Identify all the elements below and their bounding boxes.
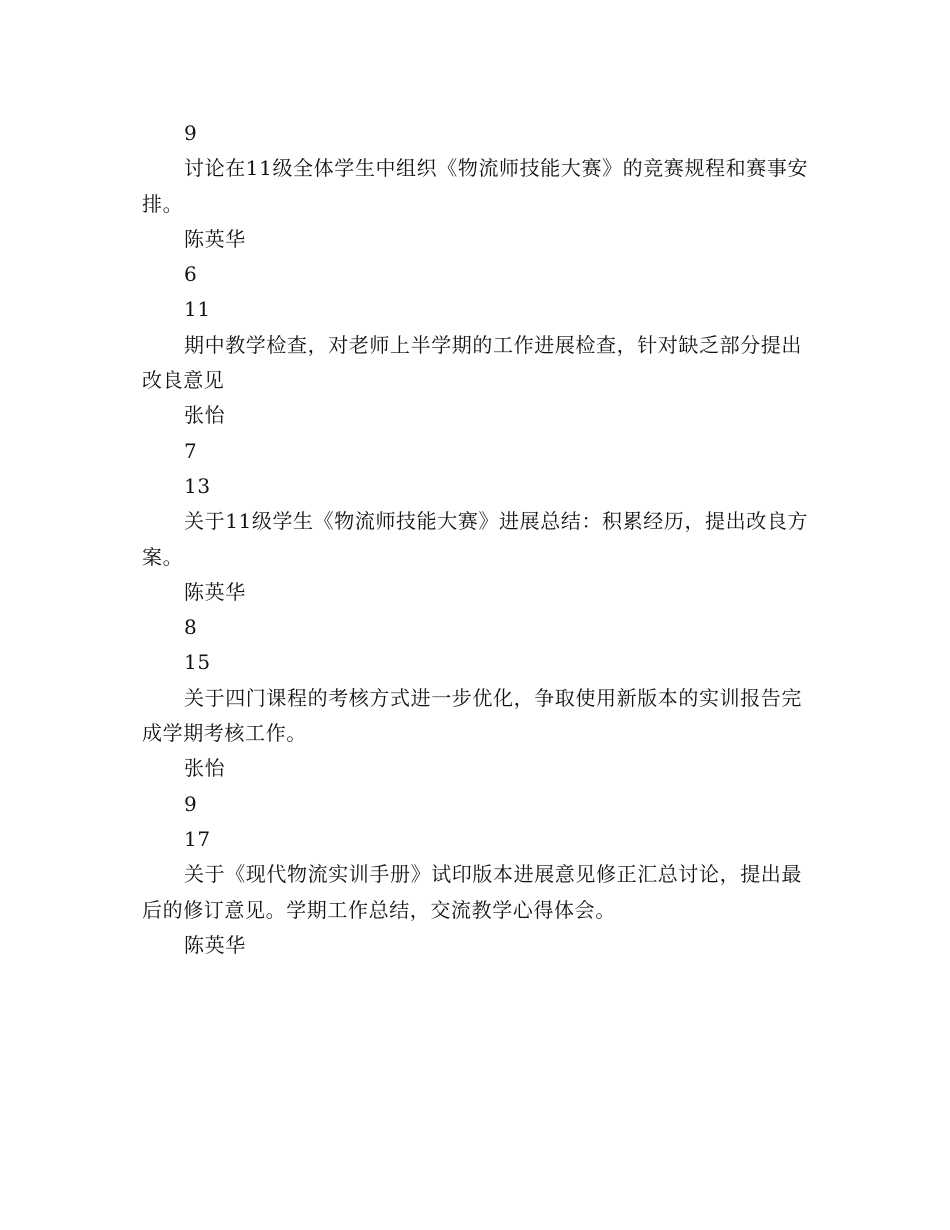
plan-item-text: 关于四门课程的考核方式进一步优化，争取使用新版本的实训报告完成学期考核工作。 [142,685,802,746]
sequence-number: 8 [184,615,198,640]
responsible-person: 张怡 [184,756,226,781]
responsible-person: 张怡 [184,403,226,428]
week-number: 17 [184,826,211,851]
plan-item-text: 讨论在11级全体学生中组织《物流师技能大赛》的竞赛规程和赛事安排。 [142,156,809,216]
responsible-person: 陈英华 [184,579,246,604]
plan-item-text: 期中教学检查，对老师上半学期的工作进展检查，针对缺乏部分提出改良意见 [142,332,802,393]
week-number: 13 [184,473,211,498]
sequence-number: 7 [184,438,198,463]
responsible-person: 陈英华 [184,226,246,251]
responsible-person: 陈英华 [184,932,246,957]
document-body [142,116,812,963]
plan-item-text: 关于11级学生《物流师技能大赛》进展总结：积累经历，提出改良方案。 [142,509,809,569]
sequence-number: 9 [184,791,198,816]
week-number: 9 [184,121,198,145]
week-number: 11 [184,297,211,322]
week-number: 15 [184,650,211,675]
plan-item-text: 关于《现代物流实训手册》试印版本进展意见修正汇总讨论，提出最后的修订意见。学期工作总结，交流教学心得体会。 [142,862,802,922]
sequence-number: 6 [184,262,198,287]
